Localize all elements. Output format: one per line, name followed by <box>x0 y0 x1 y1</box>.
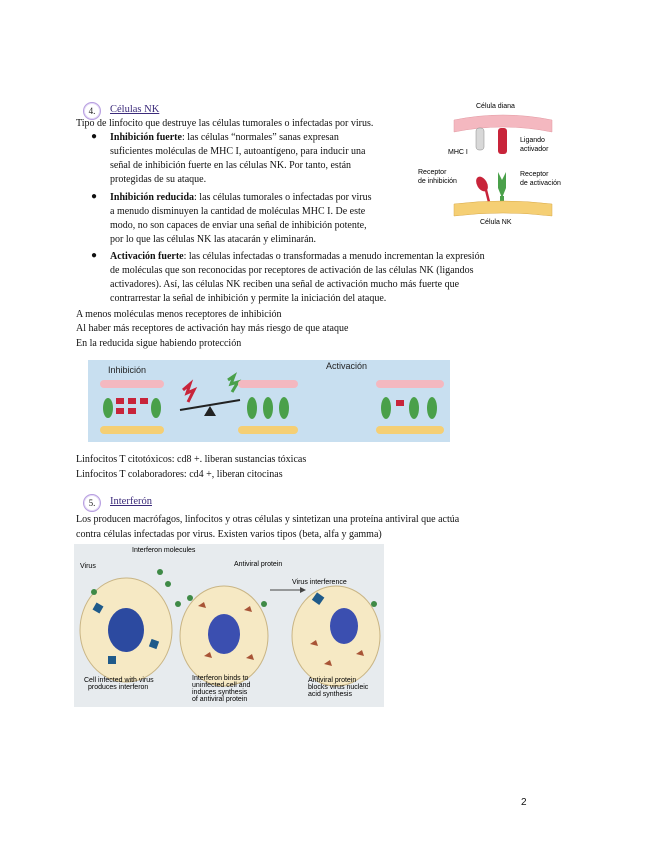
bullet-line: a menudo disminuyen la cantidad de moléculas MHC I. De este <box>110 206 366 217</box>
caption-3-line: Antiviral protein <box>308 677 357 684</box>
lymphocyte-line: Linfocitos T citotóxicos: cd8 +. liberan sustancias tóxicas <box>76 454 307 465</box>
activating-receptor <box>409 397 419 419</box>
bullet-line: : las células tumorales o infectadas por virus <box>194 192 372 203</box>
cell-nucleus <box>108 608 144 652</box>
body-line: Los producen macrófagos, linfocitos y otras células y sintetizan una proteína antiviral que actúa <box>76 514 460 525</box>
nk-membrane <box>238 426 298 434</box>
interferon-molecule <box>175 601 181 607</box>
caption-3-line: acid synthesis <box>308 691 352 698</box>
note-line: A menos moléculas menos receptores de inhibición <box>76 309 282 320</box>
activating-receptor <box>279 397 289 419</box>
label-virus-interference: Virus interference <box>292 579 347 586</box>
bullet-line: activadores). Así, las células NK reciben una señal de activación mucho más fuerte que <box>110 279 460 290</box>
inhibitory-receptor <box>396 400 404 406</box>
target-membrane <box>376 380 444 388</box>
cell-nucleus <box>330 608 358 644</box>
page-number: 2 <box>521 797 527 808</box>
activating-receptor <box>498 172 506 198</box>
interferon-figure <box>74 544 384 707</box>
caption-2-line: Interferon binds to <box>192 675 249 682</box>
section-number: 5. <box>88 498 96 508</box>
bullet-term: Inhibición reducida <box>110 192 195 203</box>
interferon-molecule <box>371 601 377 607</box>
nk-cell-membrane <box>454 201 552 216</box>
label-mhc: MHC I <box>448 149 468 156</box>
bullet-line: señal de inhibición fuerte en las células NK. Por tanto, están <box>110 160 352 171</box>
caption-3-line: blocks virus nucleic <box>308 684 369 691</box>
bullet-marker: ● <box>91 191 98 202</box>
bullet-marker: ● <box>91 131 98 142</box>
interferon-molecule <box>261 601 267 607</box>
inhibitory-receptor <box>128 408 136 414</box>
bullet-line: contrarrestar la señal de inhibición y permite la iniciación del ataque. <box>110 293 387 304</box>
target-membrane <box>100 380 164 388</box>
activating-receptor <box>381 397 391 419</box>
bullet-term: Activación fuerte <box>110 251 184 262</box>
label-antiviral-protein: Antiviral protein <box>234 561 283 568</box>
label-interferon-molecules: Interferon molecules <box>132 547 196 554</box>
activating-receptor <box>427 397 437 419</box>
label-receptor-inhib: Receptor <box>418 169 447 176</box>
label-celula-diana: Célula diana <box>476 103 515 110</box>
interferon-molecule <box>157 569 163 575</box>
target-membrane <box>238 380 298 388</box>
section-title: Interferón <box>110 496 152 507</box>
bullet-marker: ● <box>91 250 98 261</box>
bullet-line: : las células infectadas o transformadas a menudo incrementan la expresión <box>183 251 485 262</box>
section-number: 4. <box>88 106 96 116</box>
label-celula-nk: Célula NK <box>480 219 512 226</box>
nk-receptor-diagram <box>418 98 578 226</box>
note-line: Al haber más receptores de activación hay más riesgo de que ataque <box>76 323 349 334</box>
label-activacion: Activación <box>326 361 368 371</box>
bullet-line: protegidas de su ataque. <box>110 174 207 185</box>
inhibitory-receptor <box>140 398 148 404</box>
caption-2-line: of antiviral protein <box>192 696 248 703</box>
interferon-molecule <box>187 595 193 601</box>
activating-receptor <box>103 398 113 418</box>
bullet-term: Inhibición fuerte <box>110 132 182 143</box>
inhibitory-receptor <box>474 175 491 194</box>
label-inhibicion: Inhibición <box>108 365 147 375</box>
body-line: contra células infectadas por virus. Existen varios tipos (beta, alfa y gamma) <box>76 529 382 540</box>
label-receptor-act: Receptor <box>520 171 549 178</box>
nk-membrane <box>376 426 444 434</box>
activating-receptor <box>151 398 161 418</box>
caption-2-line: uninfected cell and <box>192 682 251 689</box>
bullet-line: por lo que las células NK las atacarán y eliminarán. <box>110 234 317 245</box>
inhibitory-receptor <box>116 398 124 404</box>
bullet-activacion-fuerte <box>110 250 485 264</box>
caption-2-line: induces synthesis <box>192 689 248 696</box>
cell-nucleus <box>208 614 240 654</box>
bullet-line: : las células “normales” sanas expresan <box>181 132 339 143</box>
label-receptor-act-2: de activación <box>520 180 561 187</box>
bullet-line: modo, no son capaces de enviar una señal de inhibición potente, <box>110 220 367 231</box>
activating-receptor <box>247 397 257 419</box>
nk-membrane <box>100 426 164 434</box>
intro-text: Tipo de linfocito que destruye las células tumorales o infectadas por virus. <box>76 118 374 129</box>
label-virus: Virus <box>80 563 96 570</box>
inhibition-activation-balance-figure <box>88 360 450 442</box>
mhc-i-molecule <box>476 128 484 150</box>
activating-ligand <box>498 128 507 154</box>
label-ligando: Ligando <box>520 137 545 144</box>
virus-particle <box>108 656 116 664</box>
caption-1-line: produces interferon <box>88 684 149 691</box>
section-number-circle <box>83 494 101 512</box>
inhibitory-receptor <box>128 398 136 404</box>
bullet-line: de moléculas que son reconocidas por receptores de activación de las células NK (ligandos <box>110 265 474 276</box>
bullet-inhibicion-fuerte <box>110 131 339 145</box>
activating-receptor <box>263 397 273 419</box>
label-receptor-inhib-2: de inhibición <box>418 178 457 185</box>
section-title: Células NK <box>110 104 160 115</box>
bullet-line: suficientes moléculas de MHC I, autoantígeno, para inducir una <box>110 146 366 157</box>
note-line: En la reducida sigue habiendo protección <box>76 338 242 349</box>
label-activador: activador <box>520 146 549 153</box>
inhibitory-receptor <box>116 408 124 414</box>
interferon-molecule <box>165 581 171 587</box>
caption-1-line: Cell infected with virus <box>84 677 154 684</box>
bullet-inhibicion-reducida <box>110 191 371 205</box>
lymphocyte-line: Linfocitos T colaboradores: cd4 +, liberan citocinas <box>76 469 283 480</box>
interferon-molecule <box>91 589 97 595</box>
